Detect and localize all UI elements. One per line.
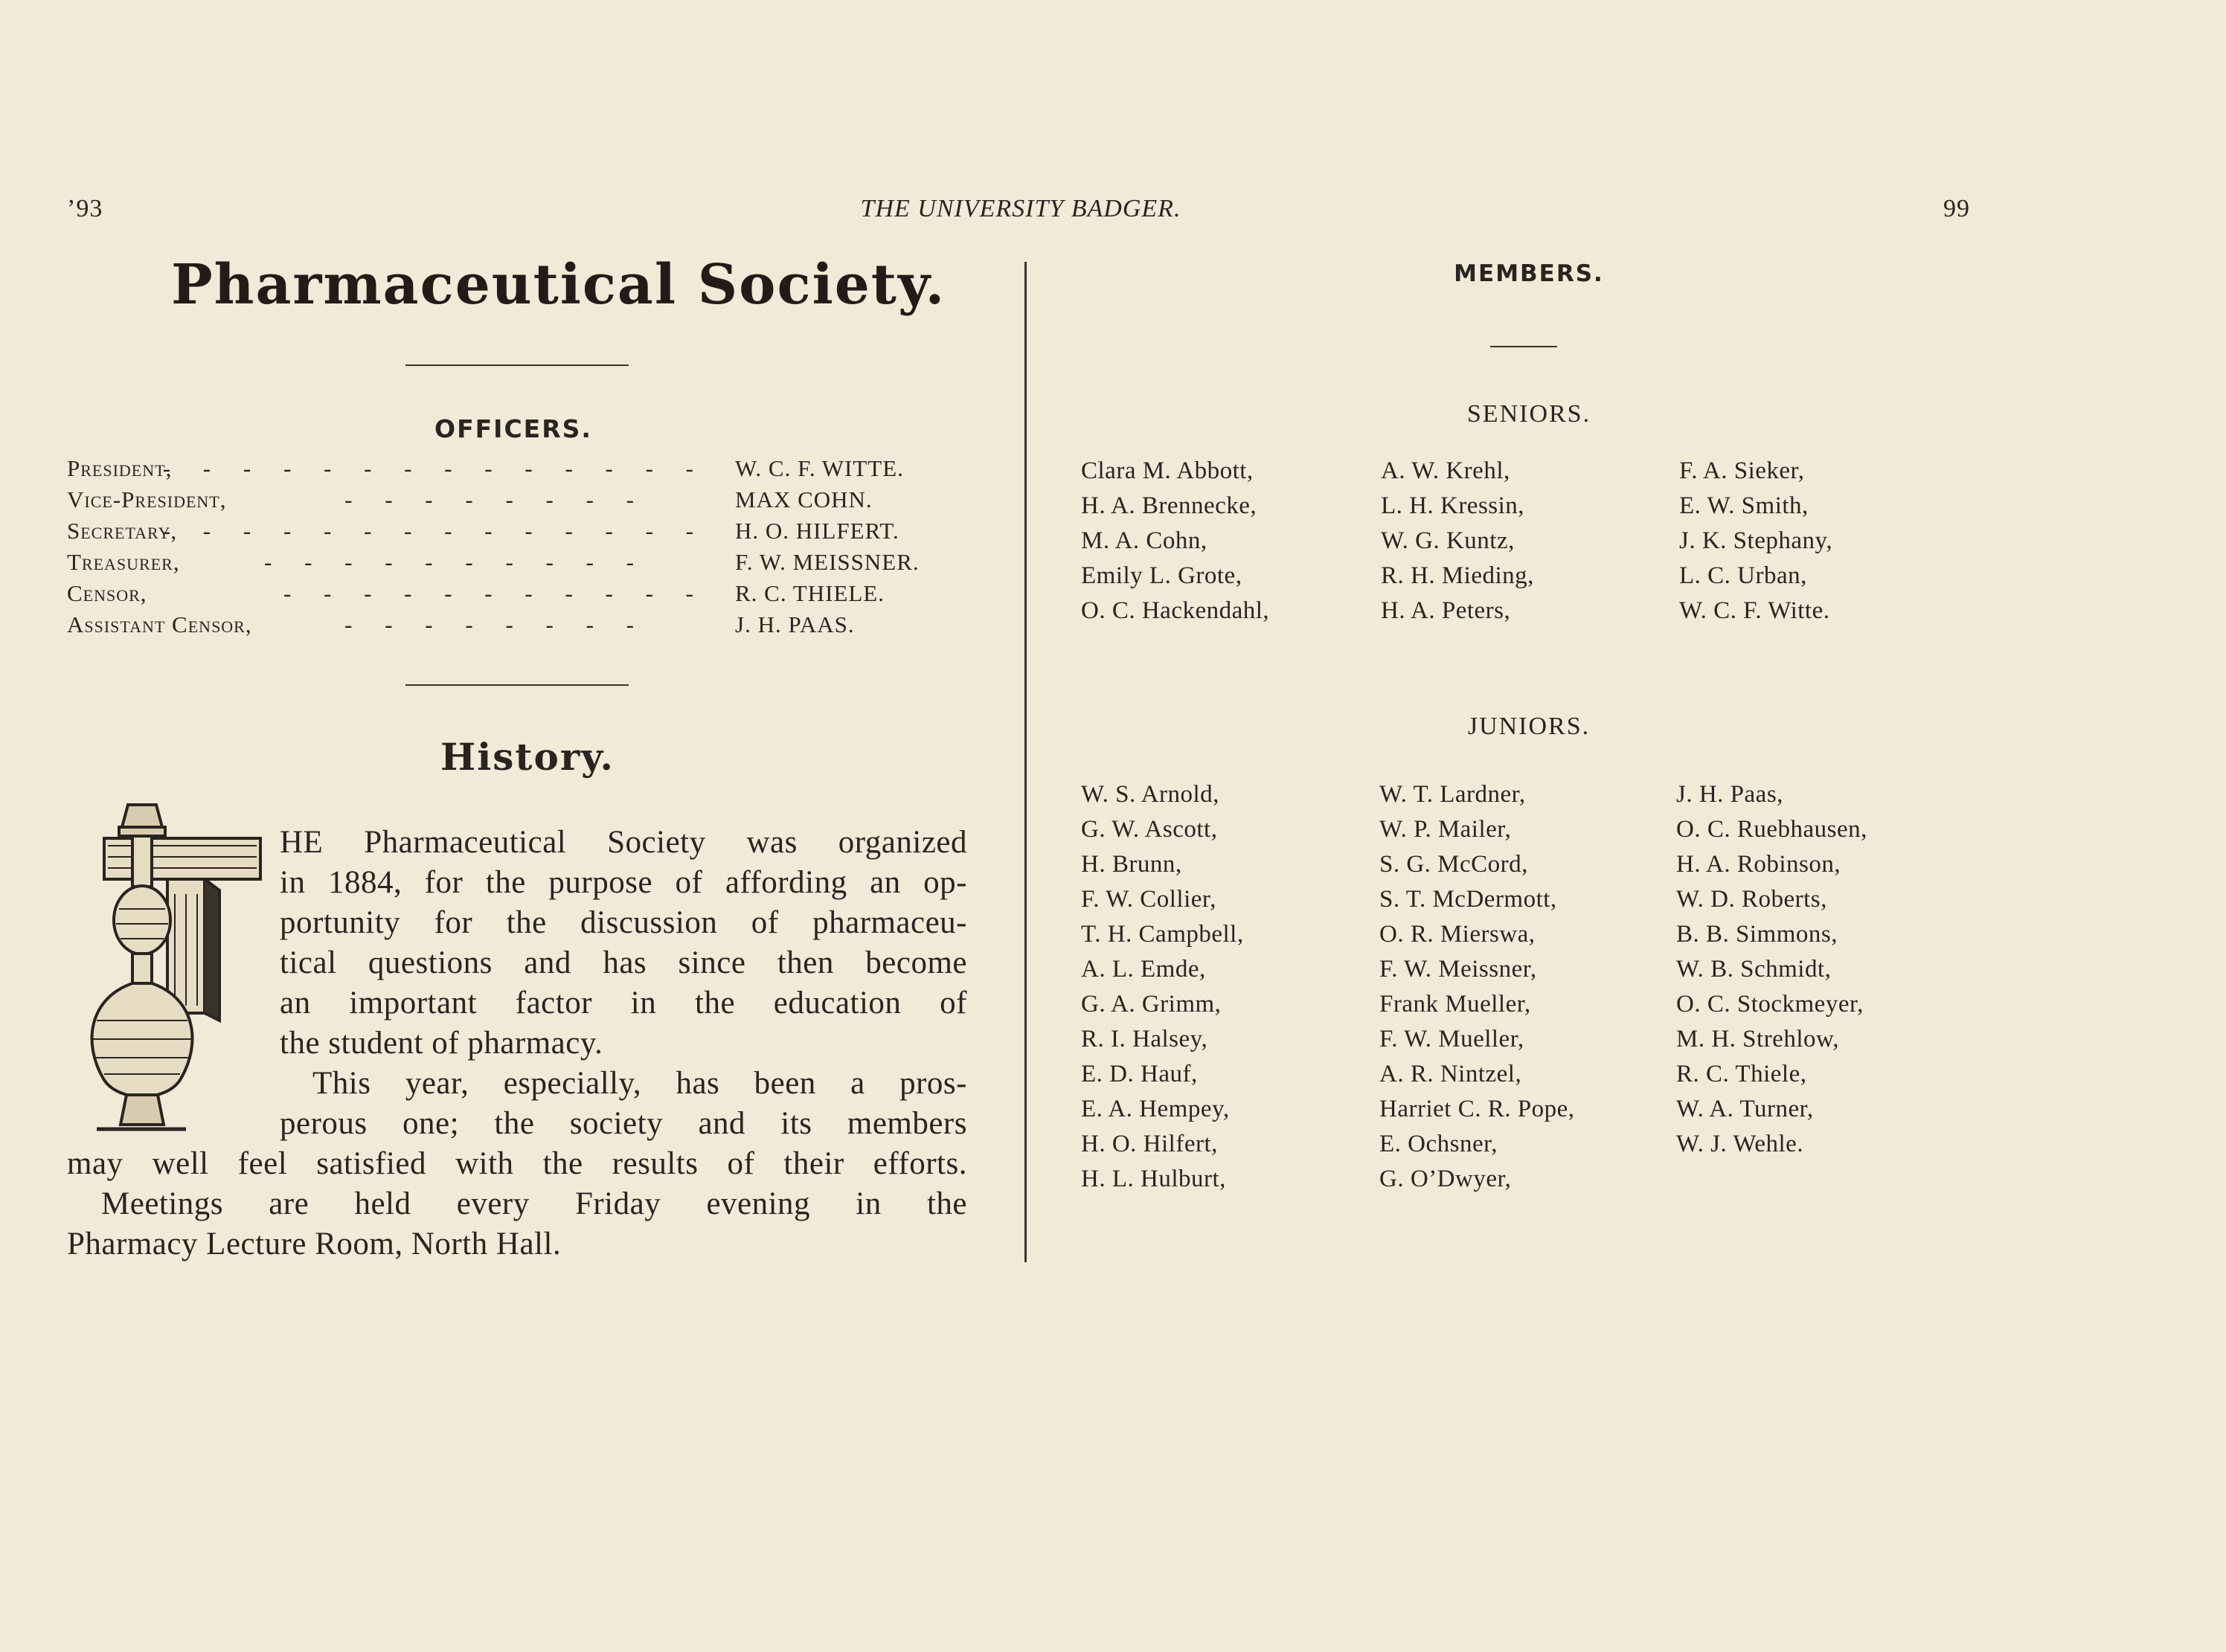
officer-role: Censor, xyxy=(67,580,147,606)
members-rule xyxy=(1490,346,1557,347)
member-name: O. R. Mierswa, xyxy=(1379,921,1536,948)
page-title: Pharmaceutical Society. xyxy=(171,253,946,317)
member-name: H. A. Peters, xyxy=(1381,597,1511,624)
member-name: W. B. Schmidt, xyxy=(1676,956,1832,983)
member-name: W. T. Lardner, xyxy=(1379,781,1526,808)
member-name: E. A. Hempey, xyxy=(1081,1096,1230,1122)
history-line: This year, especially, has been a pros- xyxy=(312,1066,967,1101)
history-line: HE Pharmaceutical Society was organized xyxy=(280,825,967,860)
member-name: O. C. Stockmeyer, xyxy=(1676,991,1864,1018)
history-line: tical questions and has since then become xyxy=(280,945,967,980)
member-name: M. H. Strehlow, xyxy=(1676,1026,1839,1052)
member-name: O. C. Hackendahl, xyxy=(1081,597,1270,624)
member-name: A. W. Krehl, xyxy=(1381,457,1510,484)
member-name: W. S. Arnold, xyxy=(1081,781,1219,808)
decorative-initial-t-icon xyxy=(74,797,275,1140)
leader-dashes: - - - - - - - - xyxy=(344,611,647,637)
member-name: H. L. Hulburt, xyxy=(1081,1166,1226,1192)
officer-row xyxy=(67,549,967,580)
officer-role: Secretary, xyxy=(67,518,178,544)
members-heading: MEMBERS. xyxy=(1454,260,1604,287)
member-name: E. Ochsner, xyxy=(1379,1131,1498,1157)
member-name: H. Brunn, xyxy=(1081,851,1182,878)
member-name: R. I. Halsey, xyxy=(1081,1026,1208,1052)
officer-name: F. W. MEISSNER. xyxy=(735,549,920,575)
history-line: portunity for the discussion of pharmaceu- xyxy=(280,905,967,940)
officer-name: MAX COHN. xyxy=(735,486,873,512)
seniors-heading: SENIORS. xyxy=(1466,400,1591,428)
member-name: F. W. Collier, xyxy=(1081,886,1216,913)
officer-row xyxy=(67,518,967,549)
history-line: perous one; the society and its members xyxy=(280,1106,967,1141)
member-name: J. H. Paas, xyxy=(1676,781,1783,808)
running-head-title: THE UNIVERSITY BADGER. xyxy=(860,195,1181,222)
member-name: Emily L. Grote, xyxy=(1081,562,1242,589)
member-name: A. R. Nintzel, xyxy=(1379,1061,1522,1087)
running-head-year: ’93 xyxy=(67,195,103,222)
officer-name: J. H. PAAS. xyxy=(735,611,855,637)
member-name: S. T. McDermott, xyxy=(1379,886,1557,913)
officer-name: H. O. HILFERT. xyxy=(735,518,899,544)
history-line: the student of pharmacy. xyxy=(280,1026,603,1061)
member-name: Clara M. Abbott, xyxy=(1081,457,1254,484)
title-rule xyxy=(405,364,629,366)
leader-dashes: - - - - - - - - xyxy=(344,486,647,512)
member-name: E. W. Smith, xyxy=(1679,492,1809,519)
history-line: in 1884, for the purpose of affording an op- xyxy=(280,865,967,900)
history-line: Meetings are held every Friday evening in the xyxy=(101,1186,967,1221)
member-name: F. W. Mueller, xyxy=(1379,1026,1524,1052)
leader-dashes: - - - - - - - - - - - xyxy=(283,580,707,606)
officer-row xyxy=(67,611,967,643)
member-name: J. K. Stephany, xyxy=(1679,527,1833,554)
officer-row xyxy=(67,455,967,486)
officer-role: Assistant Censor, xyxy=(67,611,252,637)
member-name: A. L. Emde, xyxy=(1081,956,1206,983)
member-name: H. A. Robinson, xyxy=(1676,851,1841,878)
member-name: Frank Mueller, xyxy=(1379,991,1531,1018)
member-name: H. O. Hilfert, xyxy=(1081,1131,1218,1157)
member-name: W. J. Wehle. xyxy=(1676,1131,1804,1157)
officer-role: President, xyxy=(67,455,173,481)
officers-rule xyxy=(405,684,629,686)
member-name: W. P. Mailer, xyxy=(1379,816,1512,843)
member-name: R. H. Mieding, xyxy=(1381,562,1534,589)
history-line: an important factor in the education of xyxy=(280,986,967,1021)
member-name: R. C. Thiele, xyxy=(1676,1061,1807,1087)
member-name: F. A. Sieker, xyxy=(1679,457,1805,484)
member-name: L. H. Kressin, xyxy=(1381,492,1525,519)
member-name: G. O’Dwyer, xyxy=(1379,1166,1512,1192)
leader-dashes: - - - - - - - - - - - - - - xyxy=(162,455,707,481)
officer-row xyxy=(67,580,967,611)
member-name: B. B. Simmons, xyxy=(1676,921,1838,948)
member-name: T. H. Campbell, xyxy=(1081,921,1244,948)
history-line: may well feel satisfied with the results of their efforts. xyxy=(67,1146,967,1181)
officer-row xyxy=(67,486,967,518)
history-heading: History. xyxy=(440,735,615,779)
member-name: F. W. Meissner, xyxy=(1379,956,1537,983)
member-name: O. C. Ruebhausen, xyxy=(1676,816,1867,843)
member-name: M. A. Cohn, xyxy=(1081,527,1207,554)
member-name: G. W. Ascott, xyxy=(1081,816,1218,843)
member-name: Harriet C. R. Pope, xyxy=(1379,1096,1575,1122)
officer-name: R. C. THIELE. xyxy=(735,580,885,606)
member-name: W. C. F. Witte. xyxy=(1679,597,1830,624)
officer-role: Treasurer, xyxy=(67,549,180,575)
member-name: E. D. Hauf, xyxy=(1081,1061,1198,1087)
officer-role: Vice-President, xyxy=(67,486,227,512)
member-name: W. A. Turner, xyxy=(1676,1096,1814,1122)
member-name: W. G. Kuntz, xyxy=(1381,527,1515,554)
officers-heading: OFFICERS. xyxy=(434,414,592,443)
history-line: Pharmacy Lecture Room, North Hall. xyxy=(67,1227,562,1262)
member-name: W. D. Roberts, xyxy=(1676,886,1827,913)
member-name: S. G. McCord, xyxy=(1379,851,1528,878)
member-name: G. A. Grimm, xyxy=(1081,991,1222,1018)
leader-dashes: - - - - - - - - - - xyxy=(264,549,647,575)
member-name: H. A. Brennecke, xyxy=(1081,492,1257,519)
page-number: 99 xyxy=(1943,195,1970,222)
member-name: L. C. Urban, xyxy=(1679,562,1807,589)
officer-name: W. C. F. WITTE. xyxy=(735,455,904,481)
juniors-heading: JUNIORS. xyxy=(1467,713,1591,740)
leader-dashes: - - - - - - - - - - - - - - xyxy=(162,518,707,544)
